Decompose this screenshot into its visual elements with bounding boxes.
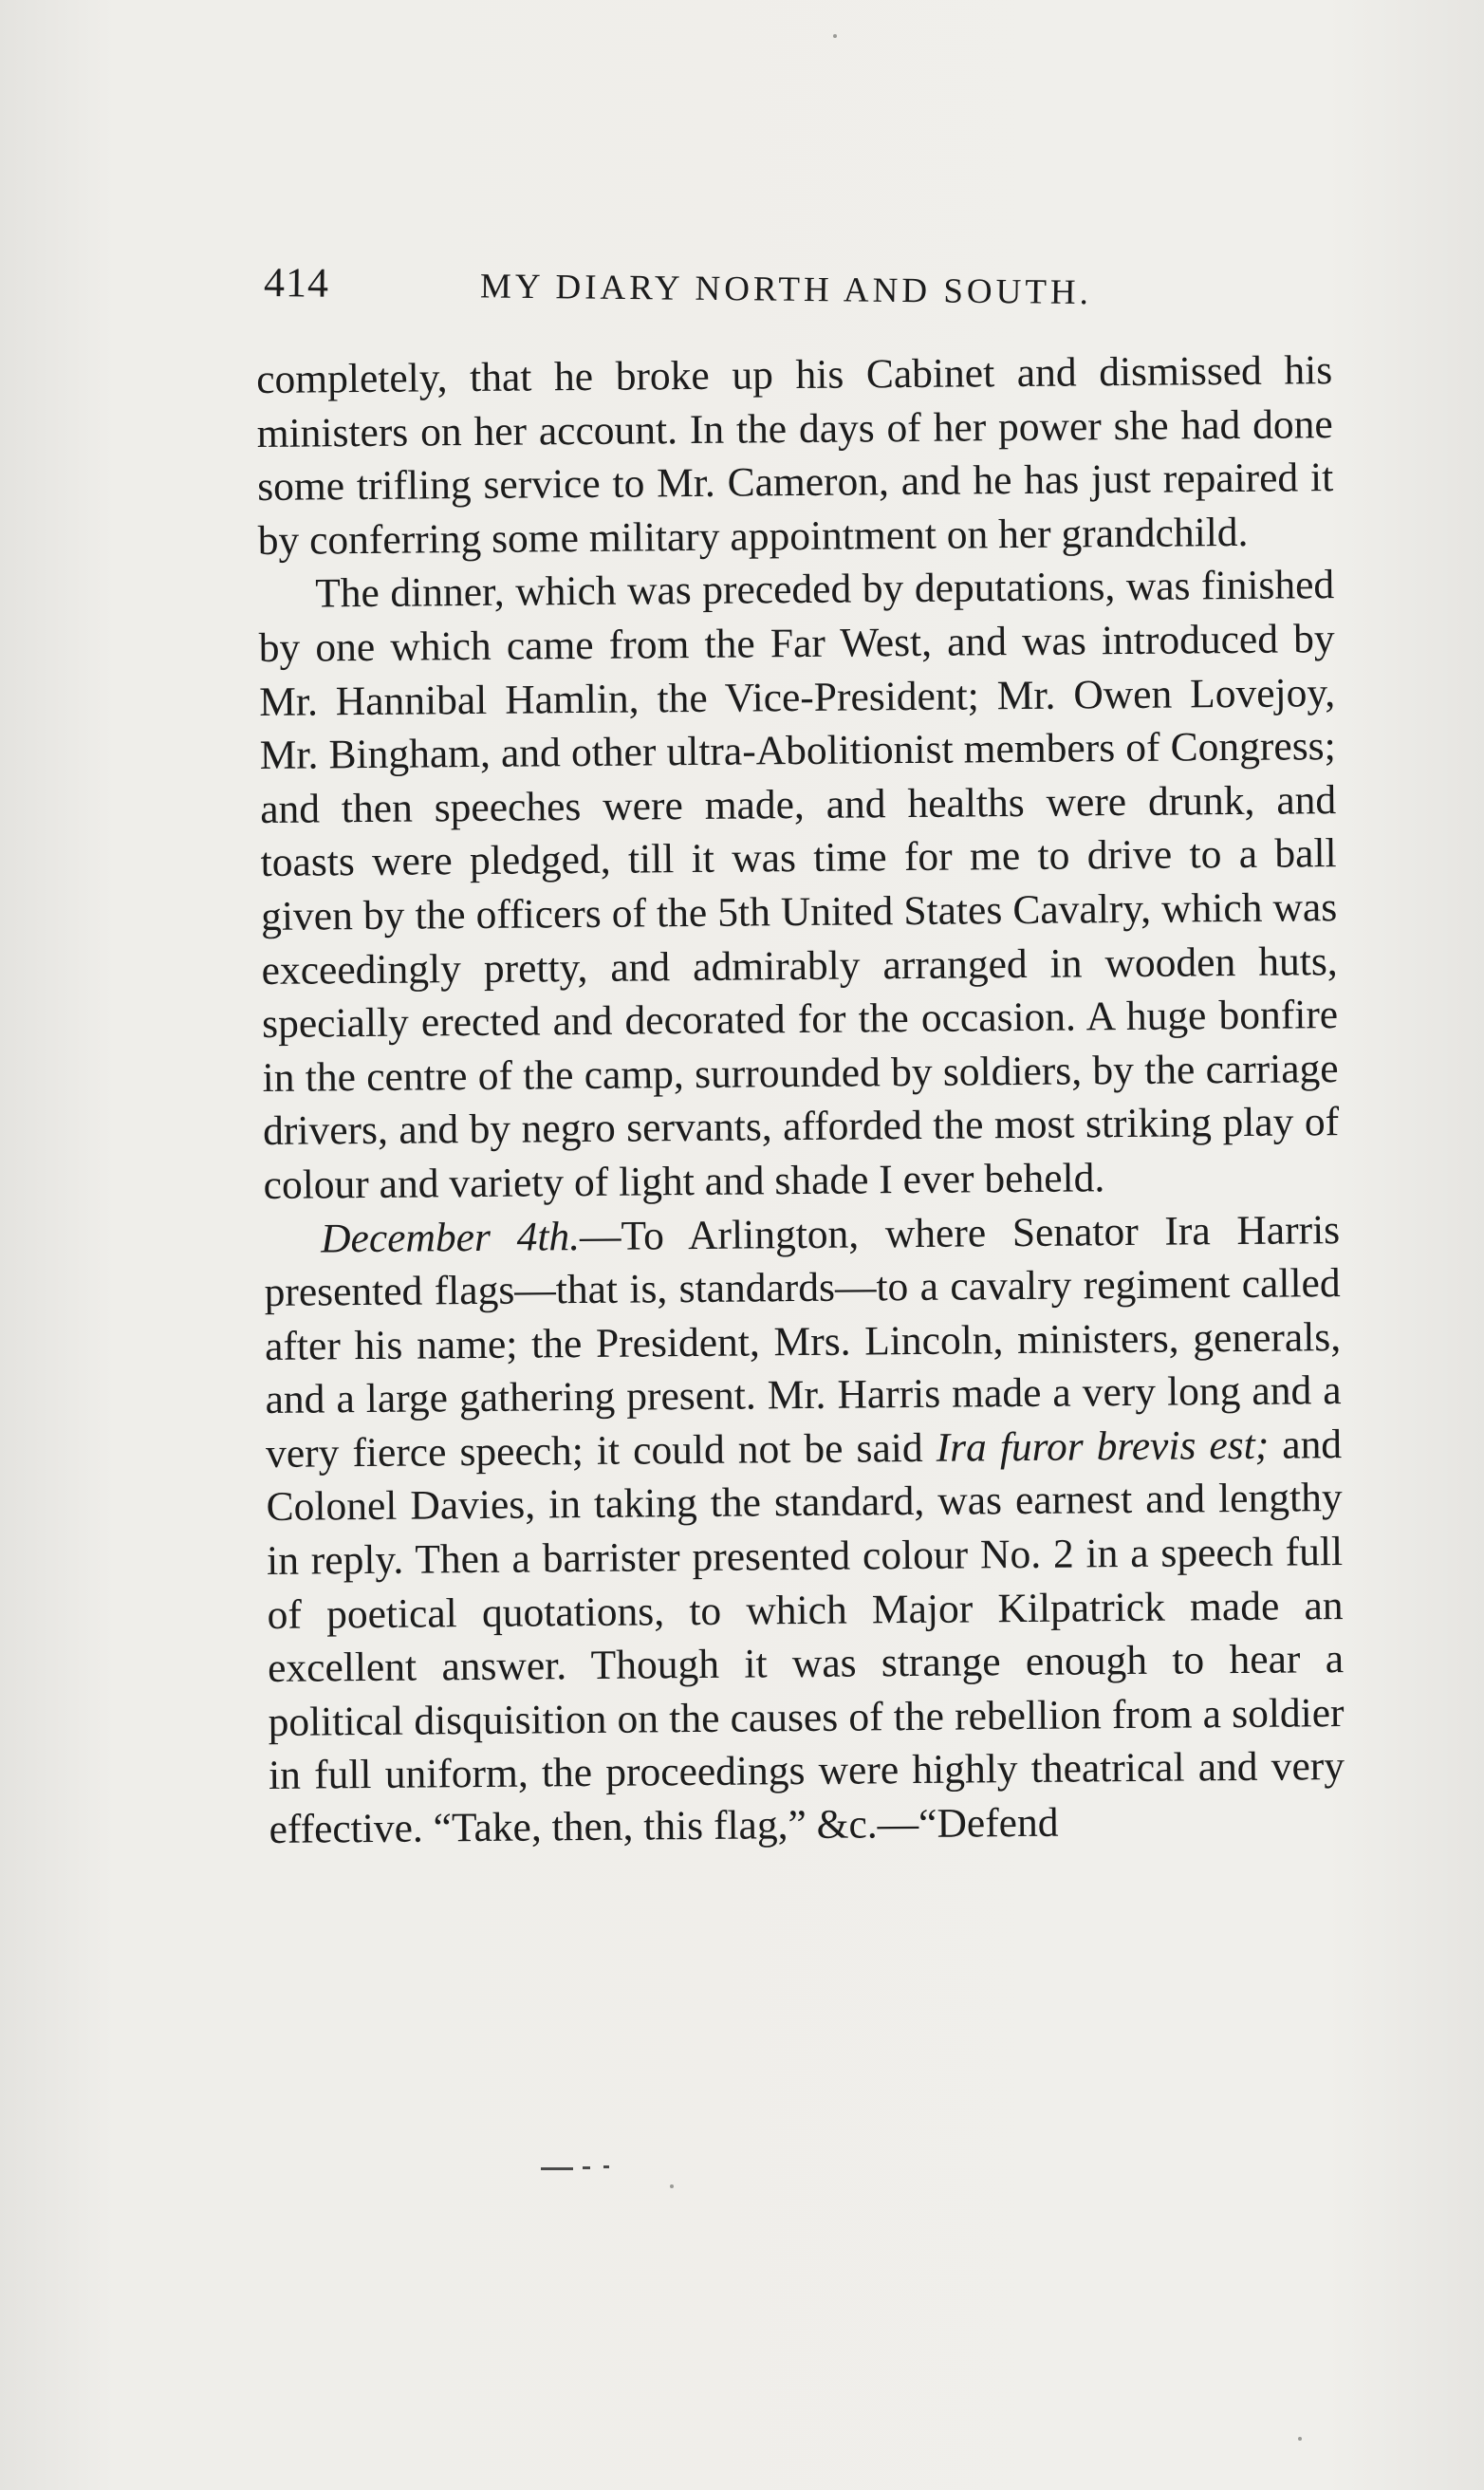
paragraph-dinner: The dinner, which was preceded by deputations, was finished by one which came from the Far West, and was introduced by Mr. Hannibal Hamlin, the Vice-President; Mr. Owen Lovejoy, Mr. Bingham, and other ultra-Abolitionist members of Congress; and then speeches were made, and healths were drunk, and toasts were pledged, till it was time for me to drive to a ball given by the officers of the 5th United States Cavalry, which was exceedingly pretty, and admirably arranged in wooden huts, specially erected and decorated for the occasion. A huge bonfire in the centre of the camp, surrounded by soldiers, by the carriage drivers, and by negro servants, afforded the most striking play of colour and variety of light and shade I ever beheld. — [258, 562, 1340, 1208]
print-marks — [541, 2165, 626, 2171]
page-number: 414 — [263, 259, 330, 307]
paragraph-december-4 — [264, 1203, 1345, 1857]
latin-quote: Ira furor brevis est; — [936, 1422, 1270, 1471]
paragraph-text-a: —To Arlington, where Senator Ira Harris presented flags—that is, standards—to a cavalry regiment called after his name; the President, Mrs. Lincoln, ministers, generals, and a large gathering present. Mr. Harris made a very long and a very fierce speech; it could not be said — [264, 1206, 1342, 1477]
diary-date: December 4th. — [320, 1213, 581, 1261]
paragraph-continuation: completely, that he broke up his Cabinet and dismissed his ministers on her account. In the days of her power she had done some trifling service to Mr. Cameron, and he has just repaired it by conferring some military appointment on her grandchild. — [256, 347, 1334, 564]
paper-speck — [1298, 2437, 1302, 2441]
paper-speck — [833, 34, 837, 38]
body-text — [256, 344, 1345, 1856]
paper-speck — [670, 2184, 674, 2188]
running-head — [264, 258, 1337, 326]
running-title: MY DIARY NORTH AND SOUTH. — [479, 267, 1093, 313]
paragraph-text-b: and Colonel Davies, in taking the standard, was earnest and lengthy in reply. Then a barrister presented colour No. 2 in a speech full of poetical quotations, to which Major Kilpatrick made an excellent answer. Though it was strange enough to hear a political disquisition on the causes of the rebellion from a soldier in full uniform, the proceedings were highly theatrical and very effective. “Take, then, this flag,” &c.—“Defend — [266, 1421, 1345, 1852]
